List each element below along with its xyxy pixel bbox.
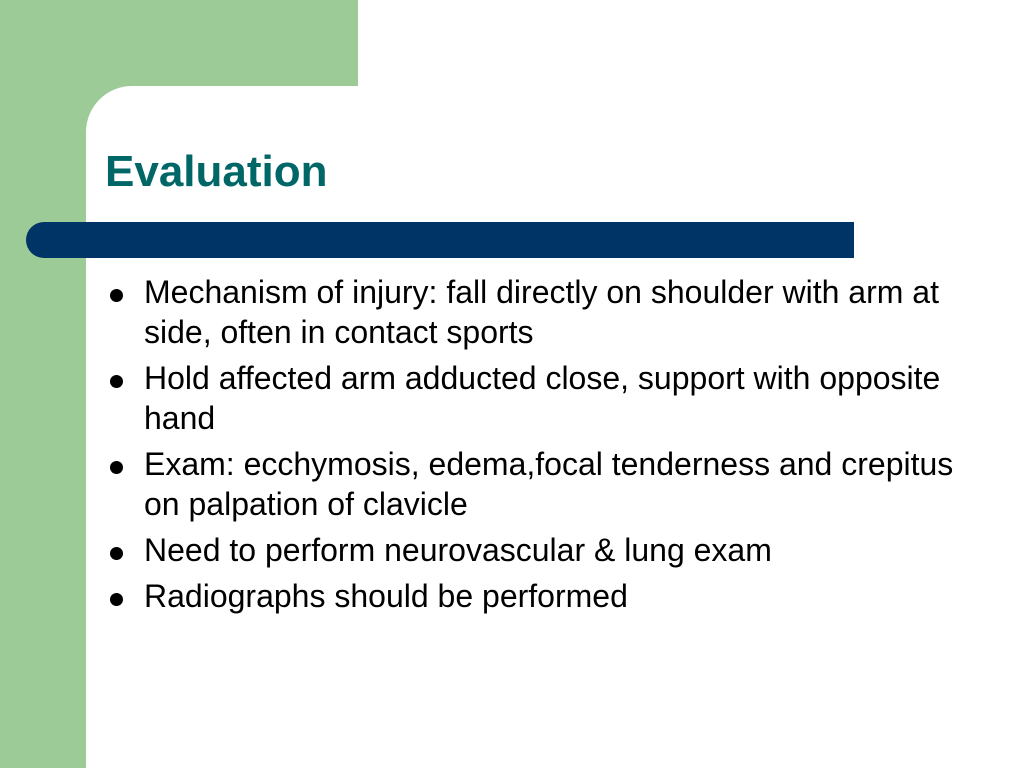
bullet-item [104, 444, 984, 524]
bullet-dot-icon [110, 289, 123, 302]
bullet-list [104, 272, 984, 622]
bullet-dot-icon [110, 461, 123, 474]
bullet-item [104, 576, 984, 616]
bullet-text: Hold affected arm adducted close, support with opposite hand [144, 360, 941, 436]
bullet-text: Radiographs should be performed [144, 578, 628, 614]
bullet-dot-icon [110, 593, 123, 606]
slide-title: Evaluation [105, 147, 328, 196]
bullet-dot-icon [110, 547, 123, 560]
bullet-item [104, 358, 984, 438]
bullet-text: Mechanism of injury: fall directly on shoulder with arm at side, often in contact sports [144, 274, 939, 350]
bullet-text: Need to perform neurovascular & lung exam [144, 532, 772, 568]
title-underline-bar [26, 222, 854, 258]
bullet-item [104, 272, 984, 352]
bullet-dot-icon [110, 375, 123, 388]
bullet-text: Exam: ecchymosis, edema,focal tenderness and crepitus on palpation of clavicle [144, 446, 954, 522]
bullet-item [104, 530, 984, 570]
